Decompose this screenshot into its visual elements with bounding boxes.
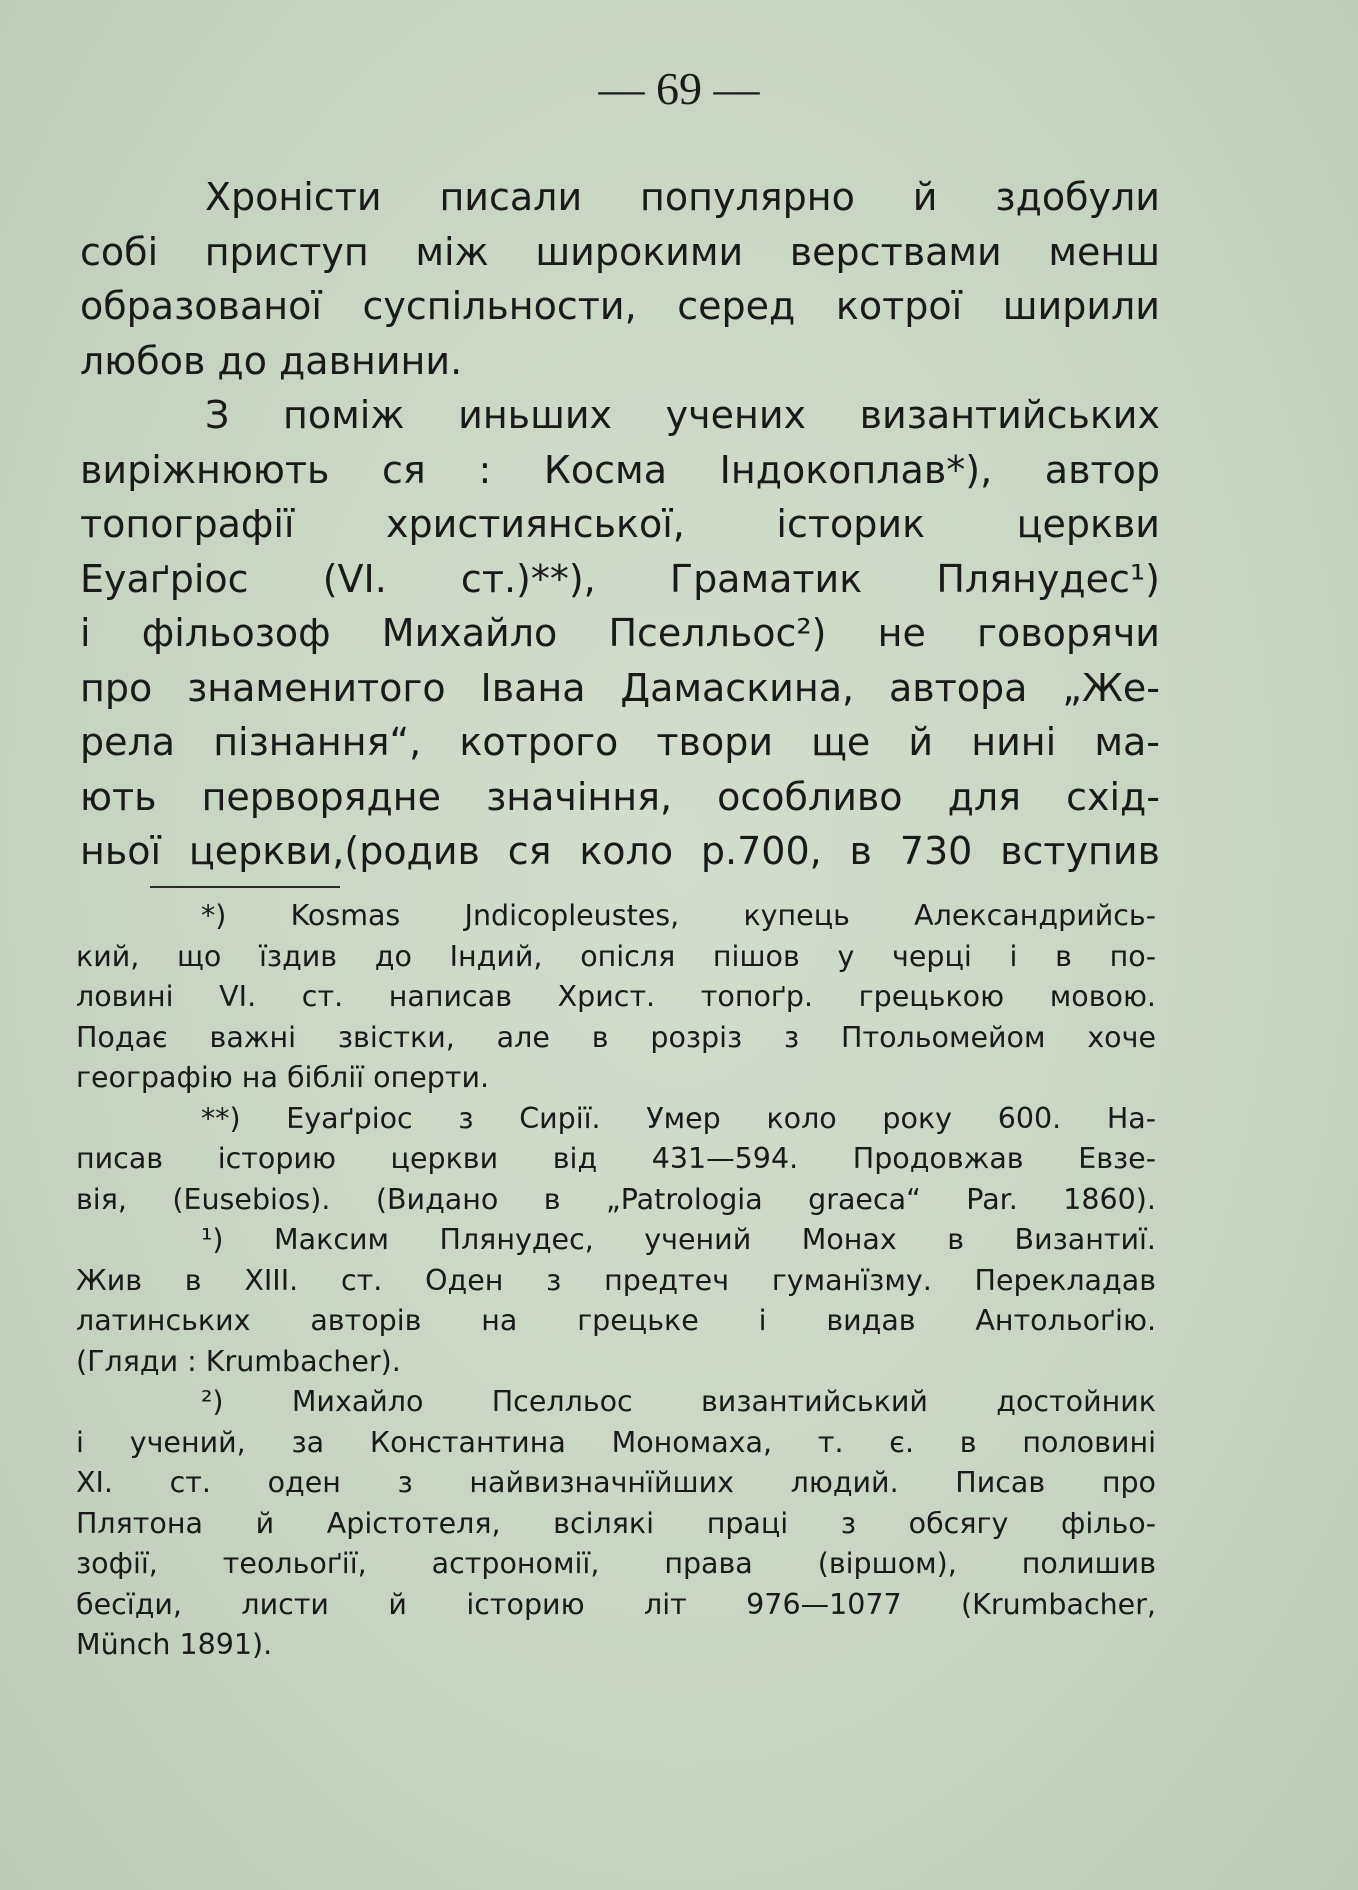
text-line: собі приступ між широкими верствами менш	[80, 229, 1160, 274]
text-line: любов до давнини.	[80, 338, 463, 383]
footnotes	[76, 896, 1156, 1666]
text-line: топографії християнської, історик церкви	[80, 502, 1160, 546]
footnote-line: Подає важні звістки, але в розріз з Птольомейом хоче	[76, 1020, 1156, 1054]
footnote-line: Жив в XIII. ст. Оден з предтеч гуманїзму. Перекладав	[76, 1263, 1156, 1297]
text-line: З поміж иньших учених византийських	[205, 393, 1160, 437]
footnote-line: ловині VI. ст. написав Христ. топоґр. грецькою мовою.	[76, 980, 1156, 1013]
text-line: про знаменитого Івана Дамаскина, автора „Же-	[80, 665, 1160, 710]
text-line: образованої суспільности, серед котрої ширили	[80, 284, 1160, 328]
page-number: — 69 —	[598, 63, 760, 114]
footnote-line: латинських авторів на грецьке і видав Антольоґію.	[76, 1304, 1156, 1337]
footnote-line: **) Еуаґріос з Сирії. Умер коло року 600. На-	[201, 1101, 1156, 1135]
footnote-line: бесїди, листи й історию літ 976—1077 (Krumbacher,	[76, 1587, 1156, 1621]
footnote-line: зофії, теольоґії, астрономії, права (віршом), полишив	[76, 1547, 1156, 1580]
text-line: рела пізнання“, котрого твори ще й нині ма-	[80, 720, 1160, 764]
text-line: ють перворядне значіння, особливо для схід-	[80, 774, 1160, 819]
footnote-line: і учений, за Константина Мономаха, т. є. в половині	[76, 1425, 1156, 1459]
footnote-line: кий, що їздив до Індий, опісля пішов у черці і в по-	[76, 939, 1156, 973]
text-line: ньої церкви,(родив ся коло р.700, в 730 вступив	[80, 829, 1160, 873]
footnote-line: Плятона й Арістотеля, всілякі праці з обсягу фільо-	[76, 1506, 1156, 1540]
footnote-line: ¹) Максим Плянудес, учений Монах в Византиї.	[201, 1223, 1156, 1256]
main-text	[80, 170, 1160, 879]
footnote-line: писав історию церкви від 431—594. Продовжав Евзе-	[76, 1142, 1156, 1175]
footnote-line: вія, (Eusebios). (Видано в „Patrologia graeca“ Par. 1860).	[76, 1182, 1156, 1216]
footnote-line: географію на біблії оперти.	[76, 1061, 490, 1094]
footnote-line: ²) Михайло Пселльос византийський достойник	[201, 1385, 1156, 1418]
text-line: Еуаґріос (VI. ст.)**), Граматик Плянудес¹)	[80, 556, 1160, 601]
footnote-line: *) Kosmas Jndicopleustes, купець Александрийсь-	[201, 899, 1156, 932]
text-line: Хроністи писали популярно й здобули	[205, 175, 1160, 219]
footnote-line: Münch 1891).	[76, 1628, 273, 1661]
text-line: виріжнюють ся : Косма Індокоплав*), автор	[80, 447, 1160, 492]
text-line: і фільозоф Михайло Пселльос²) не говорячи	[80, 611, 1160, 655]
footnote-line: (Гляди : Krumbacher).	[76, 1344, 401, 1378]
footnote-line: XI. ст. оден з найвизначнїйших людий. Писав про	[76, 1466, 1156, 1499]
footnote-separator	[150, 886, 340, 888]
